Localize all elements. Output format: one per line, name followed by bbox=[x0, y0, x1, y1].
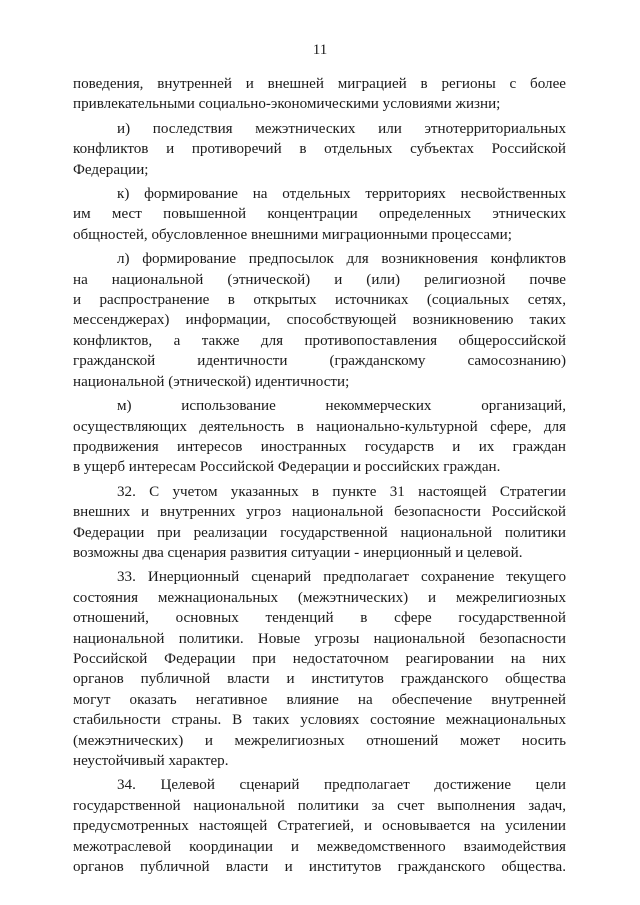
paragraph-p-33 bbox=[73, 567, 566, 771]
text-line: м) использование некоммерческих организаций, bbox=[117, 398, 566, 415]
text-line: отношений, основных тенденций в сфере государственной bbox=[73, 610, 566, 627]
document-body bbox=[73, 74, 566, 881]
text-line: состояния межнациональных (межэтнических) и межрелигиозных bbox=[73, 589, 566, 606]
paragraph-p-32 bbox=[73, 482, 566, 564]
text-line: поведения, внутренней и внешней миграцией в регионы с более bbox=[73, 76, 566, 92]
text-line: им мест повышенной концентрации определенных этнических bbox=[73, 206, 566, 223]
text-line: стабильности страны. В таких условиях состояние межнациональных bbox=[73, 712, 566, 729]
text-line: 33. Инерционный сценарий предполагает сохранение текущего bbox=[117, 569, 566, 586]
text-line: межотраслевой координации и межведомственного взаимодействия bbox=[73, 838, 566, 855]
text-line: внешних и внутренних угроз национальной безопасности Российской bbox=[73, 504, 566, 521]
text-line: мессенджерах) информации, способствующей возникновению таких bbox=[73, 312, 566, 329]
text-line: гражданской идентичности (гражданскому самосознанию) bbox=[73, 353, 566, 370]
text-line: (межэтнических) и межрелигиозных отношений может носить bbox=[73, 732, 566, 749]
paragraph-p-i bbox=[73, 119, 566, 180]
text-line: Федерации; bbox=[73, 161, 149, 178]
text-line: государственной национальной политики за счет выполнения задач, bbox=[73, 797, 566, 814]
text-line: национальной (этнической) идентичности; bbox=[73, 373, 350, 390]
text-line: возможны два сценария развития ситуации - инерционный и целевой. bbox=[73, 544, 523, 561]
text-line: и) последствия межэтнических или этнотерриториальных bbox=[117, 120, 566, 137]
text-line: к) формирование на отдельных территориях несвойственных bbox=[117, 186, 566, 203]
text-line: осуществляющих деятельность в национально-культурной сфере, для bbox=[73, 418, 566, 435]
text-line: органов публичной власти и институтов гражданского общества. bbox=[73, 859, 566, 876]
text-line: в ущерб интересам Российской Федерации и российских граждан. bbox=[73, 459, 501, 476]
paragraph-p-k bbox=[73, 184, 566, 245]
text-line: 32. С учетом указанных в пункте 31 настоящей Стратегии bbox=[117, 483, 566, 500]
paragraph-p-34 bbox=[73, 775, 566, 877]
text-line: Федерации при реализации государственной национальной политики bbox=[73, 524, 566, 541]
text-line: л) формирование предпосылок для возникновения конфликтов bbox=[117, 251, 566, 268]
text-line: органов публичной власти и институтов гражданского общества bbox=[73, 671, 566, 688]
text-line: могут оказать негативное влияние на обеспечение внутренней bbox=[73, 691, 566, 708]
text-line: предусмотренных настоящей Стратегией, и основывается на усилении bbox=[73, 818, 566, 835]
paragraph-p-l bbox=[73, 249, 566, 392]
text-line: общностей, обусловленное внешними миграционными процессами; bbox=[73, 226, 512, 243]
text-line: и распространение в открытых источниках (социальных сетях, bbox=[73, 292, 566, 309]
text-line: на национальной (этнической) и (или) религиозной почве bbox=[73, 271, 566, 288]
paragraph-p-m bbox=[73, 396, 566, 478]
text-line: привлекательными социально-экономическими условиями жизни; bbox=[73, 96, 501, 113]
page-number: 11 bbox=[312, 42, 328, 58]
text-line: национальной политики. Новые угрозы национальной безопасности bbox=[73, 630, 566, 647]
text-line: 34. Целевой сценарий предполагает достижение цели bbox=[117, 777, 566, 794]
text-line: продвижения интересов иностранных государств и их граждан bbox=[73, 438, 566, 455]
text-line: конфликтов, а также для противопоставления общероссийской bbox=[73, 332, 566, 349]
text-line: неустойчивый характер. bbox=[73, 753, 229, 769]
text-line: Российской Федерации при недостаточном реагировании на них bbox=[73, 650, 566, 667]
text-line: конфликтов и противоречий в отдельных субъектах Российской bbox=[73, 141, 566, 158]
paragraph-p-continuation bbox=[73, 74, 566, 115]
